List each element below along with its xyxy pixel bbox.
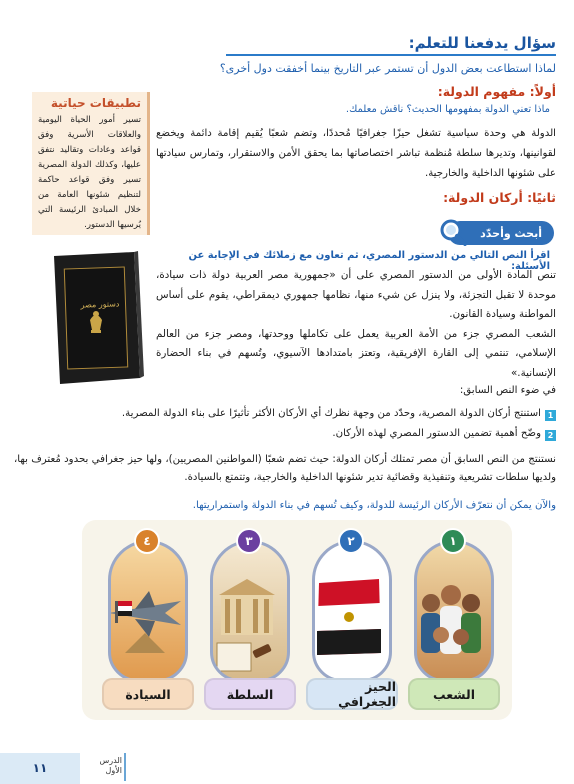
pillar-authority <box>204 528 296 714</box>
magnifier-icon <box>439 218 467 246</box>
section-state-pillars-heading: ثانيًا: أركان الدولة: <box>443 190 556 205</box>
now-we-learn-line: والآن يمكن أن نتعرّف الأركان الرئيسة للدولة، وكيف تُسهم في بناء الدولة واستمراريتها. <box>192 500 556 511</box>
pillar-label-people: الشعب <box>408 678 500 710</box>
reading-instruction: اقرأ النص التالي من الدستور المصري، ثم تعاون مع زملائك في الإجابة عن الأسئلة: <box>188 250 550 272</box>
pillar-label-sovereignty: السيادة <box>102 678 194 710</box>
sovereignty-image <box>108 540 188 682</box>
in-light-of-text-heading: في ضوء النص السابق: <box>459 385 556 396</box>
state-pillars-illustration <box>82 520 512 720</box>
life-applications-text: تسير أمور الحياة اليومية والعلاقات الأسرية وفق قواعد وعادات وتقاليد نتفق عليها، وكذلك الدولة المصرية تسير وفق قواعد حاكمة لتنظيم شئونها العامة من خلال المبادئ الرئيسة التي يُرسيها الدستور. <box>38 115 141 230</box>
life-applications-title: تطبيقات حياتية <box>50 96 141 110</box>
task-number-1: 1 <box>545 410 556 421</box>
main-question: سؤال يدفعنا للتعلم: <box>408 34 556 52</box>
people-image <box>414 540 494 682</box>
egypt-flag-map-icon <box>312 543 389 682</box>
pillar-geographic-space <box>306 528 398 714</box>
pillar-people <box>408 528 500 714</box>
state-concept-paragraph: الدولة هي وحدة سياسية تشغل حيزًا جغرافيًا مُحددًا، وتضم شعبًا يُقيم إقامة دائمة ويخضع لقوانينها، وتديرها سلطة مُنظمة تباشر اختصاصاتها بما يحقق الأمن والاستقرار، وتمارس سيادتها على شئونها الداخلية والخارجية. <box>156 128 556 179</box>
parliament-building-icon <box>210 543 287 682</box>
conclusion-paragraph: نستنتج من النص السابق أن مصر تمتلك أركان الدولة: حيث تضم شعبًا (المواطنين المصريين)، ولها حيز جغرافي بحدود مُعترف بها، ولديها سلطات تشريعية وتنفيذية وقضائية تدير شئونها الداخلية والخارجية، وتتمتع بالسيادة. <box>14 454 556 483</box>
pillar-number-2: ٢ <box>338 528 364 554</box>
pillar-label-authority: السلطة <box>204 678 296 710</box>
lesson-label-line1: الدرس <box>99 756 122 765</box>
fighter-jet-icon <box>108 543 185 682</box>
page-number: ١١ <box>32 761 48 775</box>
egypt-map-image <box>312 540 392 682</box>
constitution-quote-article1: تنص المادة الأولى من الدستور المصري على أن «جمهورية مصر العربية دولة ذات سيادة، موحدة لا تقبل التجزئة، ولا ينزل عن شيء منها، نظامها جمهوري ديمقراطي، يقوم على أساس المواطنة وسيادة القانون. <box>156 269 556 320</box>
state-concept-question: ماذا تعني الدولة بمفهومها الحديث؟ ناقش معلمك. <box>345 104 550 115</box>
task-text-2: وضّح أهمية تضمين الدستور المصري لهذه الأركان. <box>332 428 541 439</box>
section-state-concept-heading: أولاً: مفهوم الدولة: <box>437 84 556 99</box>
book-title: دستور مصر <box>80 299 120 310</box>
pillar-label-geographic-space: الحيز الجغرافي <box>306 678 398 710</box>
people-icon <box>414 543 491 682</box>
task-number-2: 2 <box>545 430 556 441</box>
lesson-label <box>82 756 122 776</box>
search-determine-text: أبحث وأحدّد <box>480 226 542 240</box>
task-text-1: استنتج أركان الدولة المصرية، وحدّد من وجهة نظرك أي الأركان الأكثر تأثيرًا على بناء الدولة المصرية. <box>121 408 541 419</box>
pillar-sovereignty <box>102 528 194 714</box>
life-applications-box <box>32 92 150 235</box>
task-item-2 <box>56 428 556 441</box>
task-item-1 <box>56 408 556 421</box>
header-divider <box>226 54 556 56</box>
authority-image <box>210 540 290 682</box>
pillar-number-1: ١ <box>440 528 466 554</box>
footer-divider <box>124 753 126 781</box>
pillar-number-3: ٣ <box>236 528 262 554</box>
pillar-number-4: ٤ <box>134 528 160 554</box>
lesson-label-line2: الأول <box>105 766 122 775</box>
constitution-book-image <box>46 248 146 388</box>
sub-question: لماذا استطاعت بعض الدول أن تستمر عبر التاريخ بينما أخفقت دول أخرى؟ <box>219 62 556 75</box>
constitution-quote <box>156 266 556 383</box>
constitution-quote-people: الشعب المصري جزء من الأمة العربية يعمل على تكاملها ووحدتها، ومصر جزء من العالم الإسلامي، تنتمي إلى القارة الإفريقية، وتعتز بامتدادها الآسيوي، وتُسهم في بناء الحضارة الإنسانية.» <box>156 327 556 379</box>
